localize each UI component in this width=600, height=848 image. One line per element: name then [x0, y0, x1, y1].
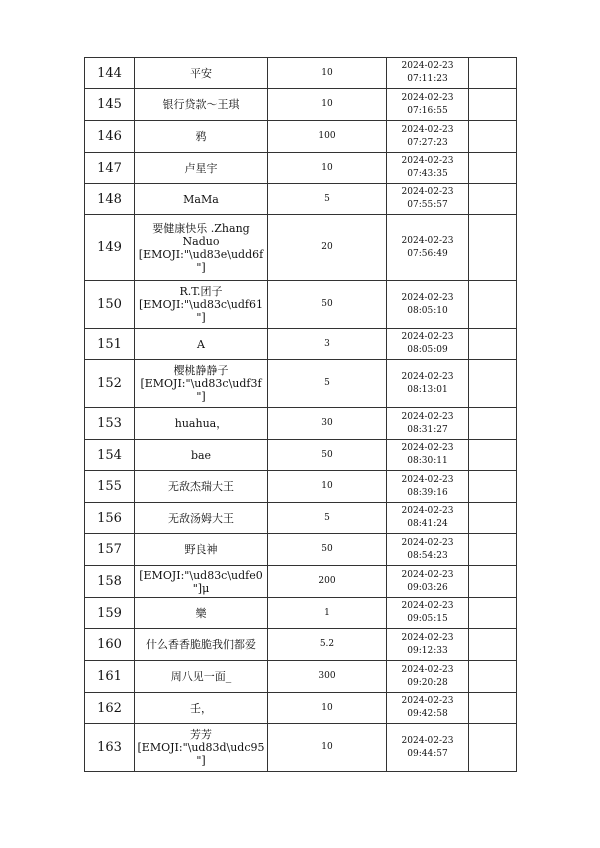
donation-date: 2024-02-23 — [401, 61, 454, 71]
donor-name-cell — [135, 661, 268, 693]
table-row — [85, 281, 517, 329]
donor-name-cell — [135, 566, 268, 598]
donation-datetime — [387, 661, 469, 693]
donation-time: 08:31:27 — [407, 424, 448, 435]
donor-name-cell — [135, 153, 268, 184]
donor-name-cell — [135, 534, 268, 566]
note-cell — [469, 598, 517, 629]
table-row — [85, 408, 517, 440]
note-cell — [469, 58, 517, 89]
donation-amount: 5 — [268, 360, 387, 408]
donor-name-cell — [135, 360, 268, 408]
row-index: 147 — [85, 153, 135, 184]
donation-amount: 10 — [268, 693, 387, 724]
donor-name-cell — [135, 121, 268, 153]
donor-name-line: 壬， — [190, 701, 212, 715]
donation-time: 09:44:57 — [407, 748, 448, 759]
note-cell — [469, 724, 517, 772]
donor-name-cell — [135, 503, 268, 534]
donation-datetime — [387, 153, 469, 184]
donation-date: 2024-02-23 — [401, 124, 454, 135]
donation-amount: 100 — [268, 121, 387, 153]
donation-time: 09:42:58 — [407, 709, 448, 719]
table-body — [85, 58, 517, 772]
note-cell — [469, 184, 517, 215]
row-index: 151 — [85, 329, 135, 360]
donation-date: 2024-02-23 — [401, 664, 454, 675]
donation-time: 07:56:49 — [407, 248, 448, 259]
donation-time: 07:43:35 — [407, 169, 448, 179]
donation-datetime — [387, 724, 469, 772]
note-cell — [469, 534, 517, 566]
donor-name-line: "] — [196, 260, 206, 274]
donation-datetime — [387, 598, 469, 629]
donation-amount: 300 — [268, 661, 387, 693]
donor-name-line: [EMOJI:"\ud83c\udfe0 — [139, 568, 263, 582]
note-cell — [469, 693, 517, 724]
donor-name-line: 樱桃静静子 — [173, 364, 229, 377]
donor-name-cell — [135, 598, 268, 629]
donation-time: 07:55:57 — [407, 200, 448, 210]
donation-date: 2024-02-23 — [401, 292, 454, 303]
donor-name-line: "] — [196, 754, 206, 767]
donor-name-line: "] — [196, 390, 206, 403]
table-row — [85, 534, 517, 566]
row-index: 154 — [85, 440, 135, 471]
donor-name-line: 要健康快乐 .Zhang — [152, 221, 250, 235]
donation-amount: 50 — [268, 440, 387, 471]
donor-name-line: 平安 — [190, 66, 212, 80]
donation-date: 2024-02-23 — [401, 411, 454, 422]
donor-name-line: huahua， — [174, 417, 228, 430]
donation-date: 2024-02-23 — [401, 632, 454, 643]
donation-date: 2024-02-23 — [401, 235, 454, 246]
donation-amount: 5.2 — [268, 629, 387, 661]
donation-date: 2024-02-23 — [401, 371, 454, 382]
table-row — [85, 566, 517, 598]
note-cell — [469, 329, 517, 360]
table-row — [85, 58, 517, 89]
donor-name-cell — [135, 58, 268, 89]
donation-date: 2024-02-23 — [401, 92, 454, 103]
table-row — [85, 153, 517, 184]
row-index: 159 — [85, 598, 135, 629]
donation-datetime — [387, 408, 469, 440]
table-row — [85, 184, 517, 215]
donation-datetime — [387, 360, 469, 408]
donation-date: 2024-02-23 — [401, 696, 454, 706]
donor-name-cell — [135, 629, 268, 661]
note-cell — [469, 661, 517, 693]
donor-name-line: 野良神 — [184, 543, 218, 556]
donation-date: 2024-02-23 — [401, 443, 454, 453]
donation-time: 09:12:33 — [407, 645, 448, 656]
donor-name-line: 无敌汤姆大王 — [168, 511, 234, 525]
row-index: 152 — [85, 360, 135, 408]
donation-date: 2024-02-23 — [401, 187, 454, 197]
donation-date: 2024-02-23 — [401, 474, 454, 485]
donor-name-line: 周八见一面_ — [170, 670, 232, 683]
donation-amount: 200 — [268, 566, 387, 598]
table-row — [85, 471, 517, 503]
donation-amount: 1 — [268, 598, 387, 629]
donation-amount: 50 — [268, 281, 387, 329]
donor-name-cell — [135, 724, 268, 772]
table-row — [85, 503, 517, 534]
donation-datetime — [387, 184, 469, 215]
donation-amount: 10 — [268, 724, 387, 772]
donation-datetime — [387, 58, 469, 89]
table-row — [85, 629, 517, 661]
donation-amount: 10 — [268, 471, 387, 503]
donation-date: 2024-02-23 — [401, 506, 454, 516]
table-row — [85, 724, 517, 772]
donation-date: 2024-02-23 — [401, 156, 454, 166]
row-index: 158 — [85, 566, 135, 598]
donation-time: 08:30:11 — [407, 456, 448, 466]
row-index: 150 — [85, 281, 135, 329]
donation-amount: 50 — [268, 534, 387, 566]
donor-name-line: MaMa — [183, 192, 219, 206]
note-cell — [469, 281, 517, 329]
row-index: 144 — [85, 58, 135, 89]
donation-time: 08:05:09 — [407, 345, 448, 355]
donation-datetime — [387, 471, 469, 503]
donor-name-line: 卢星宇 — [184, 161, 218, 175]
table-row — [85, 329, 517, 360]
donation-table — [84, 57, 517, 772]
donation-datetime — [387, 281, 469, 329]
donation-datetime — [387, 629, 469, 661]
table-row — [85, 661, 517, 693]
donor-name-line: 鸦 — [195, 130, 207, 143]
row-index: 145 — [85, 89, 135, 121]
donor-name-line: 什么香香脆脆我们都爱 — [146, 638, 256, 651]
donation-date: 2024-02-23 — [401, 735, 454, 746]
donation-date: 2024-02-23 — [401, 332, 454, 342]
donation-time: 09:03:26 — [407, 582, 448, 593]
table-row — [85, 440, 517, 471]
donation-datetime — [387, 121, 469, 153]
table-row — [85, 121, 517, 153]
note-cell — [469, 121, 517, 153]
donation-amount: 10 — [268, 58, 387, 89]
row-index: 153 — [85, 408, 135, 440]
donor-name-line: [EMOJI:"\ud83e\udd6f — [138, 247, 264, 261]
donation-amount: 30 — [268, 408, 387, 440]
note-cell — [469, 153, 517, 184]
note-cell — [469, 503, 517, 534]
donation-time: 08:39:16 — [407, 487, 448, 498]
row-index: 163 — [85, 724, 135, 772]
donation-time: 09:05:15 — [407, 614, 448, 624]
donation-time: 09:20:28 — [407, 677, 448, 688]
donation-amount: 10 — [268, 153, 387, 184]
donor-name-cell — [135, 408, 268, 440]
donor-name-cell — [135, 184, 268, 215]
donor-name-cell — [135, 329, 268, 360]
donation-time: 07:16:55 — [407, 105, 448, 116]
donation-datetime — [387, 566, 469, 598]
donation-time: 08:05:10 — [407, 305, 448, 316]
donation-amount: 3 — [268, 329, 387, 360]
row-index: 148 — [85, 184, 135, 215]
donation-datetime — [387, 440, 469, 471]
table-row — [85, 693, 517, 724]
donor-name-line: [EMOJI:"\ud83d\udc95 — [137, 741, 265, 754]
donation-amount: 5 — [268, 184, 387, 215]
note-cell — [469, 440, 517, 471]
donation-date: 2024-02-23 — [401, 569, 454, 580]
donor-name-line: [EMOJI:"\ud83c\udf61 — [138, 298, 263, 311]
row-index: 162 — [85, 693, 135, 724]
donor-name-cell — [135, 471, 268, 503]
row-index: 161 — [85, 661, 135, 693]
donor-name-line: "]μ — [192, 581, 210, 595]
donation-amount: 5 — [268, 503, 387, 534]
donor-name-cell — [135, 281, 268, 329]
note-cell — [469, 408, 517, 440]
note-cell — [469, 629, 517, 661]
row-index: 155 — [85, 471, 135, 503]
note-cell — [469, 471, 517, 503]
donor-name-line: bae — [190, 448, 212, 462]
donation-amount: 20 — [268, 215, 387, 281]
donor-name-cell — [135, 440, 268, 471]
donation-time: 08:41:24 — [407, 519, 448, 529]
donor-name-line: 芳芳 — [190, 728, 212, 741]
row-index: 157 — [85, 534, 135, 566]
donation-time: 07:11:23 — [407, 74, 448, 84]
donor-name-line: 无敌杰瑞大王 — [168, 480, 234, 493]
table-row — [85, 89, 517, 121]
donation-datetime — [387, 329, 469, 360]
donation-amount: 10 — [268, 89, 387, 121]
donor-name-cell — [135, 693, 268, 724]
donation-time: 08:54:23 — [407, 550, 448, 561]
donation-datetime — [387, 503, 469, 534]
row-index: 146 — [85, 121, 135, 153]
table-row — [85, 360, 517, 408]
donor-name-line: 樂 — [195, 606, 207, 620]
note-cell — [469, 89, 517, 121]
donation-date: 2024-02-23 — [401, 601, 454, 611]
row-index: 149 — [85, 215, 135, 281]
donation-time: 08:13:01 — [407, 384, 448, 395]
note-cell — [469, 566, 517, 598]
donation-time: 07:27:23 — [407, 137, 448, 148]
donor-name-line: [EMOJI:"\ud83c\udf3f — [140, 377, 262, 390]
donor-name-cell — [135, 215, 268, 281]
donor-name-cell — [135, 89, 268, 121]
donor-name-line: 银行贷款～王琪 — [162, 98, 240, 111]
donation-date: 2024-02-23 — [401, 537, 454, 548]
donor-name-line: "] — [196, 311, 206, 324]
table-row — [85, 598, 517, 629]
donation-datetime — [387, 215, 469, 281]
note-cell — [469, 360, 517, 408]
note-cell — [469, 215, 517, 281]
table-row — [85, 215, 517, 281]
row-index: 160 — [85, 629, 135, 661]
donation-datetime — [387, 89, 469, 121]
donor-name-line: R.T.团子 — [179, 285, 223, 298]
row-index: 156 — [85, 503, 135, 534]
donor-name-line: Naduo — [182, 234, 220, 248]
donation-datetime — [387, 534, 469, 566]
donor-name-line: A — [197, 337, 205, 351]
donation-datetime — [387, 693, 469, 724]
